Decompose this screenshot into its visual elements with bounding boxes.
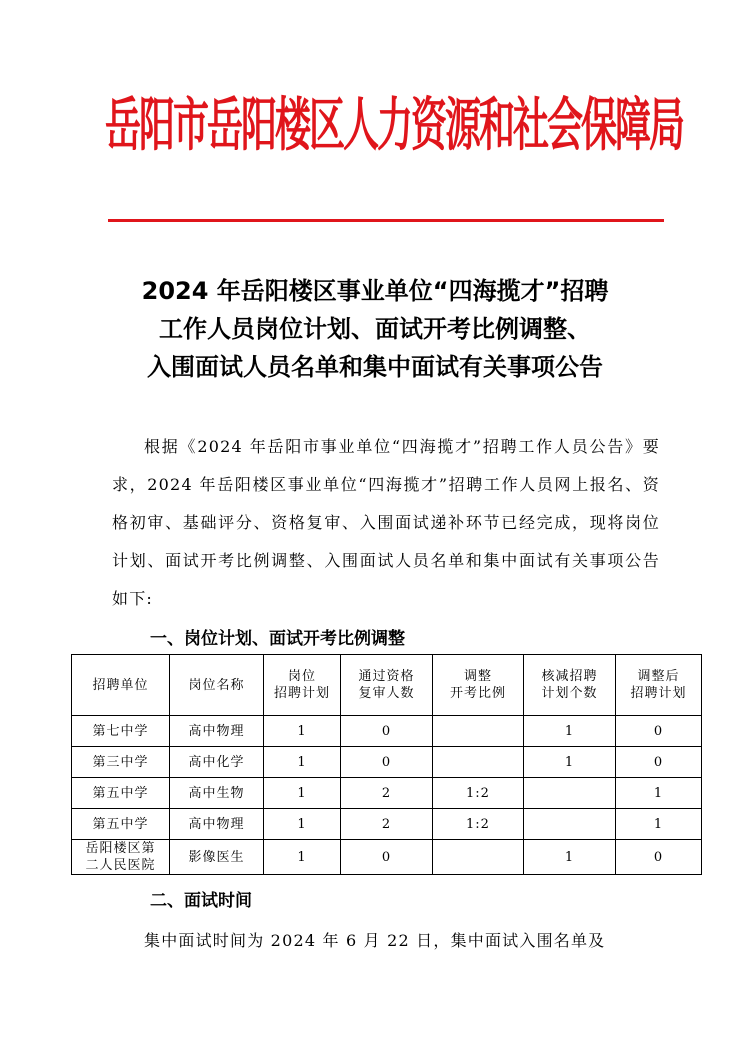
intro-paragraph (112, 428, 660, 618)
table-cell: 2 (341, 778, 433, 809)
table-cell: 第五中学 (72, 778, 170, 809)
table-cell: 0 (341, 840, 433, 875)
table-cell: 1:2 (433, 809, 524, 840)
org-header: 岳阳市岳阳楼区人力资源和社会保障局 (105, 93, 684, 159)
table-cell: 1 (264, 840, 341, 875)
intro-text: 根据《2024 年岳阳市事业单位“四海揽才”招聘工作人员公告》要求，2024 年岳阳楼区事业单位“四海揽才”招聘工作人员网上报名、资格初审、基础评分、资格复审、入围面试递补环节已经完成，现将岗位计划、面试开考比例调整、入围面试人员名单和集中面试有关事项公告如下: (112, 437, 660, 608)
table-cell: 高中物理 (170, 809, 264, 840)
table-cell (524, 809, 616, 840)
position-table (71, 654, 701, 875)
table-header-cell: 通过资格 复审人数 (341, 655, 433, 716)
header-divider (108, 219, 664, 222)
table-cell: 1 (264, 778, 341, 809)
title-line-3: 入围面试人员名单和集中面试有关事项公告 (147, 353, 603, 381)
table-cell: 1 (616, 778, 702, 809)
table-cell: 第三中学 (72, 747, 170, 778)
table-cell: 1 (524, 716, 616, 747)
table-cell: 1:2 (433, 778, 524, 809)
table-row (72, 716, 702, 747)
table-header-cell: 岗位名称 (170, 655, 264, 716)
table-cell: 0 (341, 747, 433, 778)
table-header-cell: 核减招聘 计划个数 (524, 655, 616, 716)
table-cell (524, 778, 616, 809)
table-cell: 第五中学 (72, 809, 170, 840)
section-heading-1: 一、岗位计划、面试开考比例调整 (150, 629, 405, 649)
table-row (72, 747, 702, 778)
document-title (60, 272, 690, 386)
table-cell: 1 (524, 840, 616, 875)
table-cell: 1 (524, 747, 616, 778)
table-cell (433, 716, 524, 747)
title-line-2: 工作人员岗位计划、面试开考比例调整、 (159, 315, 591, 343)
table-cell: 1 (264, 809, 341, 840)
table-cell (433, 747, 524, 778)
table-header-cell: 调整后 招聘计划 (616, 655, 702, 716)
table-cell: 岳阳楼区第 二人民医院 (72, 840, 170, 875)
table-cell (433, 840, 524, 875)
table-row (72, 778, 702, 809)
section-heading-2: 二、面试时间 (150, 891, 252, 911)
table-row (72, 840, 702, 875)
table-header-row (72, 655, 702, 716)
table-cell: 高中生物 (170, 778, 264, 809)
table-cell: 1 (264, 747, 341, 778)
table-cell: 1 (264, 716, 341, 747)
table-cell: 高中化学 (170, 747, 264, 778)
table-cell: 0 (341, 716, 433, 747)
table-cell: 0 (616, 716, 702, 747)
table-cell: 高中物理 (170, 716, 264, 747)
table-row (72, 809, 702, 840)
table-header-cell: 岗位 招聘计划 (264, 655, 341, 716)
table-cell: 0 (616, 747, 702, 778)
table-header-cell: 招聘单位 (72, 655, 170, 716)
title-line-1: 2024 年岳阳楼区事业单位“四海揽才”招聘 (141, 277, 609, 305)
table-body (72, 716, 702, 875)
table-cell: 影像医生 (170, 840, 264, 875)
section2-text: 集中面试时间为 2024 年 6 月 22 日，集中面试入围名单及 (144, 931, 606, 950)
table-cell: 0 (616, 840, 702, 875)
table-cell: 1 (616, 809, 702, 840)
table-header-cell: 调整 开考比例 (433, 655, 524, 716)
table-cell: 第七中学 (72, 716, 170, 747)
table-cell: 2 (341, 809, 433, 840)
section2-paragraph (112, 922, 660, 960)
